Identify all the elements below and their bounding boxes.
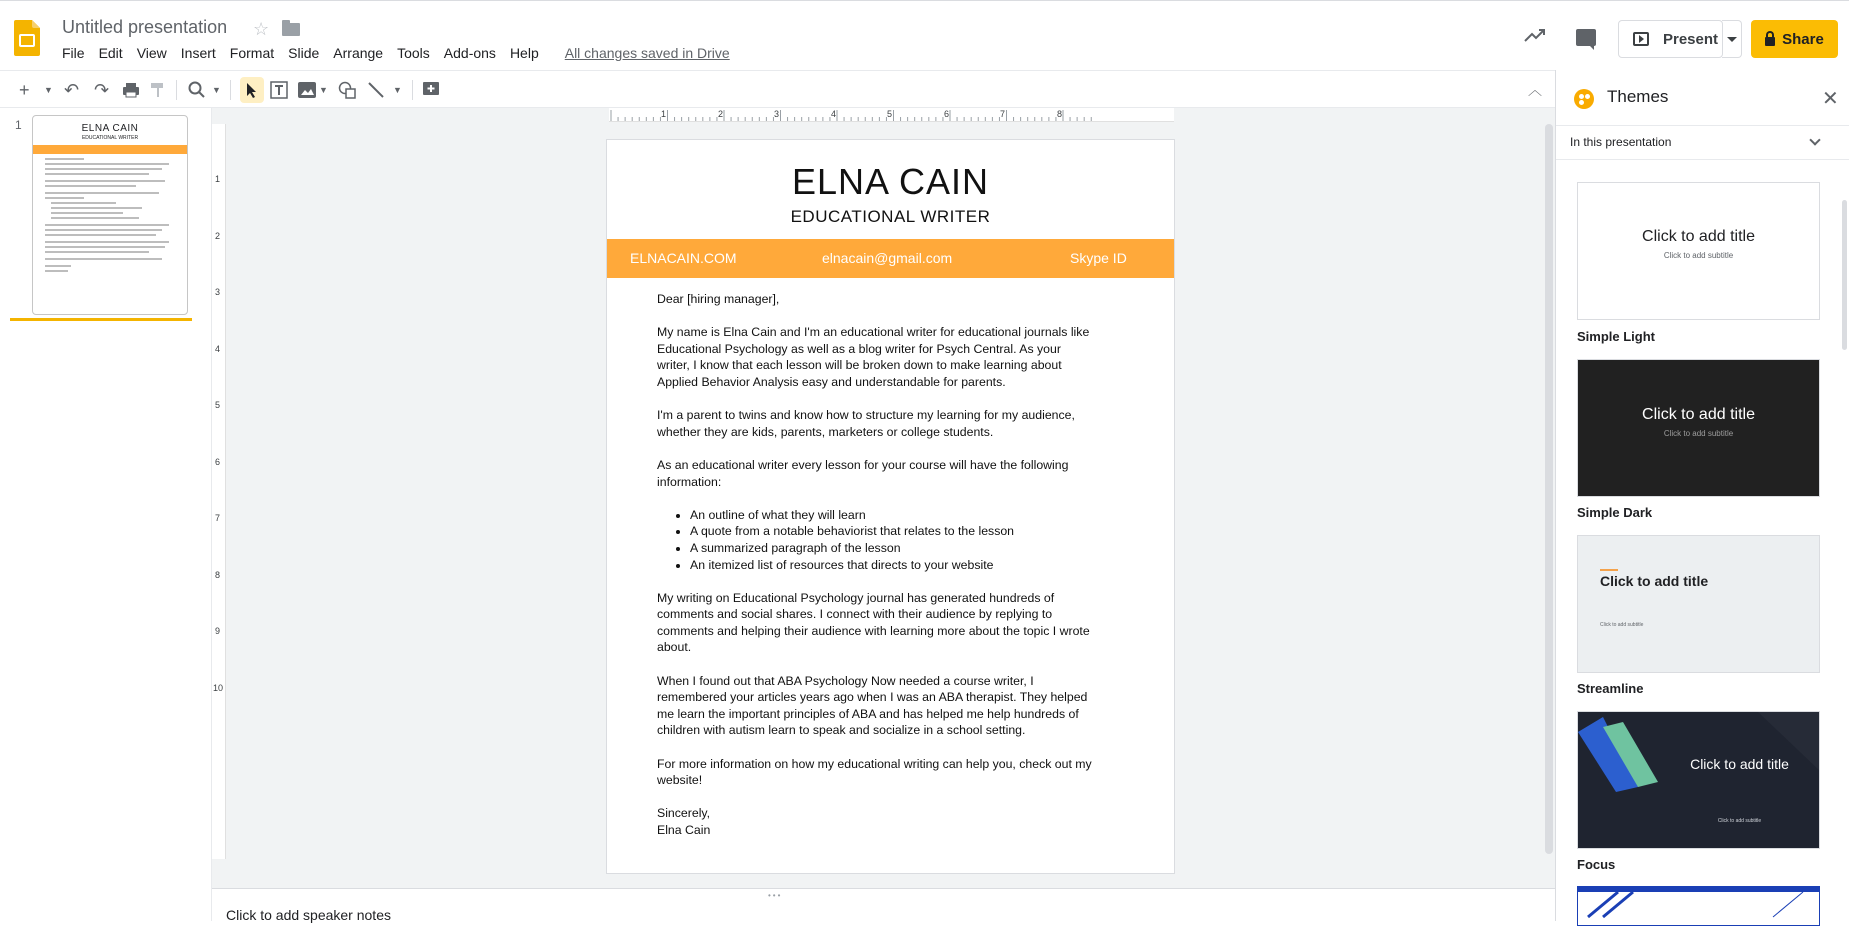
theme-preview-subtitle: Click to add subtitle bbox=[1600, 622, 1644, 628]
zoom-dropdown-icon[interactable]: ▼ bbox=[212, 85, 221, 95]
theme-preview-title: Click to add title bbox=[1642, 228, 1755, 245]
ruler-mark: 3 bbox=[774, 109, 780, 119]
theme-preview-title: Click to add title bbox=[1600, 573, 1709, 589]
line-icon[interactable] bbox=[367, 81, 385, 103]
themes-header bbox=[1556, 70, 1849, 126]
present-options-dropdown[interactable] bbox=[1722, 20, 1742, 58]
slides-logo-icon[interactable] bbox=[14, 20, 40, 56]
letter-closing: Sincerely, bbox=[657, 806, 711, 821]
new-slide-icon[interactable]: + bbox=[19, 80, 30, 100]
themes-title: Themes bbox=[1607, 87, 1669, 106]
bullet-item: • A quote from a notable behaviorist that relates to the lesson bbox=[690, 523, 1097, 540]
letter-paragraph: When I found out that ABA Psychology Now needed a course writer, I remembered your articles years ago when I was an ABA therapist. They helped me learn the important principles of ABA and has helped me help hundreds of children with autism learn to speak and socialize in a school setting. bbox=[657, 673, 1088, 738]
ruler-mark: 4 bbox=[215, 344, 221, 354]
theme-card-simple-dark[interactable] bbox=[1577, 359, 1820, 497]
app-header bbox=[0, 5, 1849, 69]
slide-page[interactable] bbox=[607, 140, 1174, 873]
bullet-item: • An outline of what they will learn bbox=[690, 507, 1097, 524]
slide-filmstrip bbox=[0, 108, 212, 921]
thumbnail-contact-bar bbox=[33, 145, 187, 154]
theme-card-focus[interactable] bbox=[1577, 711, 1820, 849]
line-dropdown-icon[interactable]: ▼ bbox=[393, 85, 402, 95]
menu-tools[interactable]: Tools bbox=[397, 45, 430, 61]
zoom-icon[interactable] bbox=[188, 81, 206, 103]
letter-signature: Elna Cain bbox=[657, 823, 711, 837]
theme-preview-title: Click to add title bbox=[1690, 756, 1789, 772]
notes-resize-handle[interactable]: ••• bbox=[768, 891, 783, 900]
bullet-item: • An itemized list of resources that directs to your website bbox=[690, 557, 1097, 574]
ruler-mark: 4 bbox=[831, 109, 837, 119]
contact-bar[interactable] bbox=[607, 239, 1174, 278]
menu-slide[interactable]: Slide bbox=[288, 45, 320, 61]
ruler-mark: 5 bbox=[887, 109, 893, 119]
toolbar-divider bbox=[230, 80, 231, 100]
theme-preview-title: Click to add title bbox=[1642, 406, 1755, 423]
folder-icon[interactable] bbox=[282, 23, 300, 36]
theme-name[interactable]: Simple Dark bbox=[1577, 505, 1653, 520]
letter-greeting: Dear [hiring manager], bbox=[657, 292, 780, 306]
ruler-mark: 2 bbox=[215, 231, 221, 241]
letter-paragraph: I'm a parent to twins and know how to structure my learning for my audience, whether they are kids, parents, marketers or college students. bbox=[657, 408, 1075, 439]
menu-file[interactable]: File bbox=[62, 45, 85, 61]
themes-panel bbox=[1555, 70, 1849, 921]
theme-name[interactable]: Focus bbox=[1577, 857, 1616, 872]
contact-skype: Skype ID bbox=[1070, 250, 1127, 266]
themes-filter-select[interactable]: In this presentation bbox=[1570, 135, 1672, 149]
ruler-mark: 5 bbox=[215, 400, 221, 410]
theme-preview-subtitle: Click to add subtitle bbox=[1663, 251, 1734, 260]
letter-paragraph: My name is Elna Cain and I'm an educational writer for educational journals like Educational Psychology as well as a blog writer for Psych Central. As your writer, I know that each lesson will be broken down to make learning about Applied Behavior Analysis easy and understandable for parents. bbox=[657, 325, 1090, 389]
new-slide-dropdown-icon[interactable]: ▼ bbox=[44, 85, 53, 95]
star-icon[interactable]: ☆ bbox=[253, 19, 270, 39]
letter-paragraph: For more information on how my educational writing can help you, check out my website! bbox=[657, 756, 1092, 788]
shape-icon[interactable] bbox=[338, 81, 356, 103]
slide-name-heading[interactable]: ELNA CAIN bbox=[791, 161, 990, 202]
thumbnail-name: ELNA CAIN bbox=[81, 123, 139, 134]
ruler-mark: 7 bbox=[215, 513, 221, 523]
ruler-mark: 8 bbox=[215, 570, 221, 580]
thumbnail-text-preview bbox=[33, 154, 187, 279]
toolbar bbox=[0, 70, 1555, 108]
menu-addons[interactable]: Add-ons bbox=[443, 45, 496, 61]
print-icon[interactable] bbox=[122, 82, 140, 104]
toolbar-divider bbox=[176, 80, 177, 100]
ruler-mark: 1 bbox=[215, 174, 221, 184]
theme-name[interactable]: Streamline bbox=[1577, 681, 1644, 696]
chevron-down-icon[interactable] bbox=[1809, 134, 1820, 145]
ruler-mark: 6 bbox=[944, 109, 950, 119]
theme-card-simple-light[interactable] bbox=[1577, 182, 1820, 320]
ruler-mark: 2 bbox=[718, 109, 724, 119]
toolbar-divider bbox=[412, 80, 413, 100]
present-icon bbox=[1633, 32, 1649, 46]
theme-name[interactable]: Simple Light bbox=[1577, 329, 1655, 344]
thumbnail-role: EDUCATIONAL WRITER bbox=[81, 135, 139, 141]
theme-decoration bbox=[1578, 712, 1820, 849]
present-label: Present bbox=[1663, 30, 1719, 48]
save-status-link[interactable]: All changes saved in Drive bbox=[564, 45, 730, 61]
menu-bar bbox=[62, 45, 744, 61]
share-label: Share bbox=[1782, 30, 1824, 48]
ruler-mark: 1 bbox=[661, 109, 667, 119]
horizontal-ruler[interactable] bbox=[609, 108, 1174, 122]
document-title[interactable]: Untitled presentation bbox=[62, 17, 228, 37]
present-button[interactable] bbox=[1618, 20, 1723, 58]
bullet-item: • A summarized paragraph of the lesson bbox=[690, 540, 1097, 557]
contact-email: elnacain@gmail.com bbox=[822, 250, 953, 266]
text-box-icon[interactable] bbox=[270, 81, 288, 103]
letter-paragraph: My writing on Educational Psychology journal has generated hundreds of comments and social shares. I connect with their audience by replying to comments and helping their audience with learning more about the topic I wrote about. bbox=[657, 590, 1090, 655]
theme-decoration bbox=[1578, 887, 1820, 926]
undo-icon[interactable]: ↶ bbox=[64, 80, 80, 100]
theme-card-next[interactable] bbox=[1577, 886, 1820, 926]
ruler-mark: 10 bbox=[213, 683, 224, 693]
ruler-mark: 6 bbox=[215, 457, 221, 467]
themes-divider bbox=[1556, 159, 1849, 160]
lock-icon bbox=[1765, 37, 1775, 46]
select-cursor-icon[interactable] bbox=[245, 82, 259, 104]
themes-scrollbar[interactable] bbox=[1842, 200, 1847, 350]
vertical-ruler[interactable] bbox=[212, 124, 226, 859]
ruler-mark: 9 bbox=[215, 626, 221, 636]
ruler-mark: 8 bbox=[1057, 109, 1063, 119]
speaker-notes-placeholder[interactable]: Click to add speaker notes bbox=[226, 907, 391, 923]
theme-card-streamline[interactable] bbox=[1577, 535, 1820, 673]
collapse-toolbar-icon[interactable]: ︿ bbox=[1528, 82, 1542, 98]
menu-view[interactable]: View bbox=[136, 45, 167, 61]
canvas-scrollbar[interactable] bbox=[1545, 124, 1553, 854]
theme-preview-subtitle: Click to add subtitle bbox=[1663, 429, 1734, 438]
ruler-mark: 7 bbox=[1000, 109, 1006, 119]
letter-paragraph: As an educational writer every lesson for your course will have the following information: bbox=[657, 457, 1069, 489]
share-button[interactable] bbox=[1751, 20, 1838, 58]
close-icon[interactable]: ✕ bbox=[1822, 88, 1839, 110]
contact-website: ELNACAIN.COM bbox=[630, 250, 737, 266]
slide-number: 1 bbox=[15, 118, 22, 132]
slide-role-subheading[interactable]: EDUCATIONAL WRITER bbox=[790, 207, 991, 226]
image-icon[interactable] bbox=[298, 82, 316, 104]
slide-canvas[interactable] bbox=[212, 108, 1555, 888]
slide-thumbnail[interactable] bbox=[32, 115, 188, 315]
redo-icon[interactable]: ↷ bbox=[94, 80, 110, 100]
menu-insert[interactable]: Insert bbox=[180, 45, 216, 61]
selected-slide-indicator bbox=[10, 318, 192, 321]
menu-format[interactable]: Format bbox=[229, 45, 275, 61]
letter-bullet-list bbox=[690, 507, 1097, 573]
speaker-notes[interactable] bbox=[212, 888, 1555, 921]
theme-preview-subtitle: Click to add subtitle bbox=[1717, 818, 1762, 824]
add-comment-icon[interactable] bbox=[422, 81, 440, 103]
image-dropdown-icon[interactable]: ▼ bbox=[319, 85, 328, 95]
menu-arrange[interactable]: Arrange bbox=[333, 45, 384, 61]
ruler-mark: 3 bbox=[215, 287, 221, 297]
palette-icon bbox=[1574, 89, 1594, 109]
theme-accent-line bbox=[1600, 569, 1618, 571]
letter-body[interactable] bbox=[657, 291, 1097, 839]
paint-format-icon[interactable] bbox=[150, 82, 166, 104]
activity-trend-icon[interactable] bbox=[1524, 27, 1546, 43]
menu-help[interactable]: Help bbox=[509, 45, 539, 61]
comment-icon[interactable] bbox=[1576, 29, 1596, 46]
menu-edit[interactable]: Edit bbox=[98, 45, 123, 61]
